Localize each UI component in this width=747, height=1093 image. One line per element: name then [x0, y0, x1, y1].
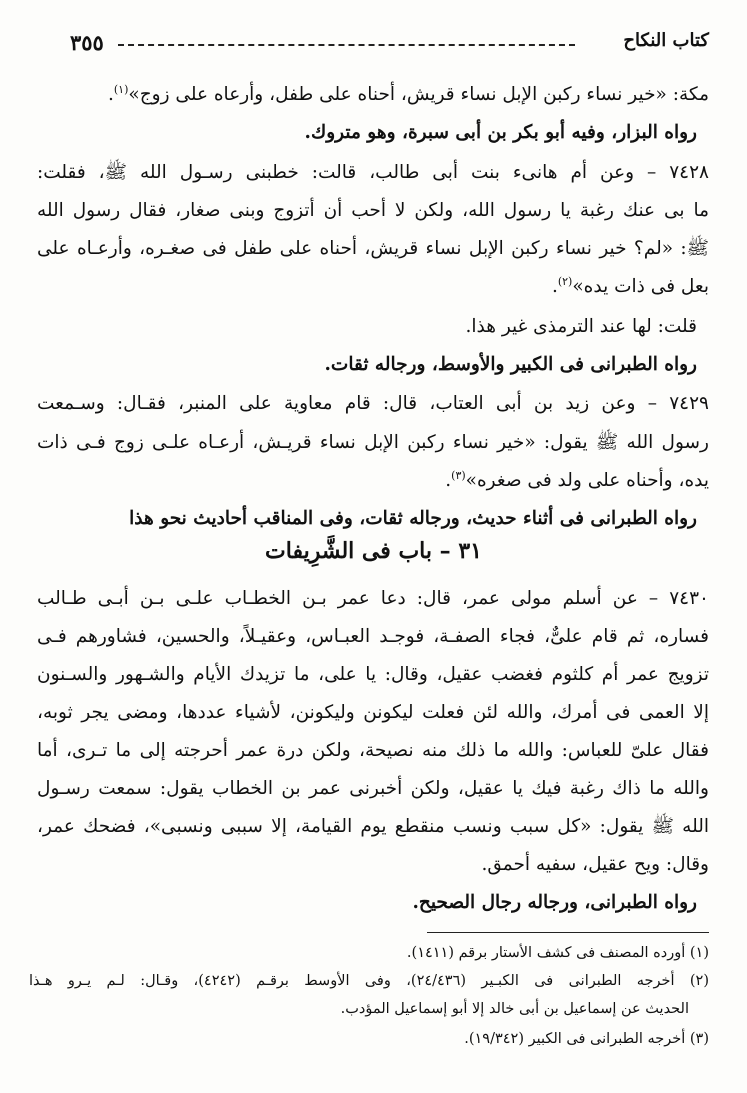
footnote-ref: (٣) — [451, 468, 466, 482]
text-line: فقال علىّ للعباس: والله ما ذلك منه نصيحة، ولكن درة عمر أحرجته إلى ما تـرى، أما — [37, 740, 709, 761]
note-line: قلت: لها عند الترمذى غير هذا. — [465, 316, 697, 337]
footnote-2: (٢) أخرجه الطبرانى فى الكبـير (٢٤/٤٣٦)، وفى الأوسط برقـم (٤٢٤٢)، وقـال: لـم يـرو هـذا — [29, 973, 709, 989]
text-line: ﷺ: «لم؟ خير نساء ركبن الإبل نساء قريش، أحناه على طفل فى صغـره، وأرعـاه على — [37, 238, 709, 259]
text-line: الله ﷺ يقول: «كل سبب ونسب منقطع يوم القيامة، إلا سببى ونسبى»، فضحك عمر، — [37, 816, 709, 837]
footnote-rule — [427, 932, 709, 933]
page-number: ٣٥٥ — [70, 30, 104, 55]
text-line: بعل فى ذات يده»$^{(٢)}$. — [551, 274, 709, 297]
footnote-ref: (١) — [113, 82, 129, 96]
source-line: رواه الطبرانى فى الكبير والأوسط، ورجاله ثقات. — [324, 354, 697, 375]
source-line: رواه الطبرانى، ورجاله رجال الصحيح. — [412, 892, 697, 913]
text-line: ما بى عنك رغبة يا رسول الله، ولكن لا أحب أن أتزوج وبنى صغار، فقال رسول الله — [37, 200, 709, 221]
hadith-7430-line: ٧٤٣٠ – عن أسلم مولى عمر، قال: دعا عمر بـن الخطـاب علـى بـن أبـى طـالب — [37, 588, 709, 609]
text-line: والله ما ذاك رغبة فيك يا عقيل، ولكن أخبرنى عمر بن الخطاب يقول: سمعت رسـول — [37, 778, 709, 799]
text-line: وقال: ويح عقيل، سفيه أحمق. — [481, 854, 709, 875]
header-rule — [118, 44, 575, 46]
text-line: مكة: «خير نساء ركبن الإبل نساء قريش، أحناه على طفل، وأرعاه على زوج»$^{(١)}$. — [107, 82, 709, 105]
text-line: تزويج عمر أم كلثوم فغضب عقيل، وقال: يا على، ما تزيدك الأيام والشـهور والسـنون — [37, 664, 709, 685]
text-line: يده، وأحناه على ولد فى صغره»$^{(٣)}$. — [445, 468, 709, 491]
footnote-2-cont: الحديث عن إسماعيل بن أبى خالد إلا أبو إسماعيل المؤدب. — [340, 1001, 689, 1017]
section-title: ٣١ – باب فى الشَّرِيفات — [265, 538, 482, 564]
text-line: فساره، ثم قام علىٌّ، فجاء الصفـة، فوجـد العبـاس، وعقيـلاً، والحسين، فشاورهم فـى — [37, 626, 709, 647]
running-title: كتاب النكاح — [623, 30, 709, 51]
footnote-3: (٣) أخرجه الطبرانى فى الكبير (١٩/٣٤٢). — [464, 1031, 709, 1047]
footnote-ref: (٢) — [557, 274, 573, 288]
text-line: إلا العمى فى أمرك، والله لئن فعلت ليكونن وليكونن، لأشياء عددها، ومضى يجر ثوبه، — [37, 702, 709, 723]
text-line: رسول الله ﷺ يقول: «خير نساء ركبن الإبل نساء قريـش، أرعـاه علـى زوج فـى ذات — [37, 432, 709, 453]
hadith-7429-line: ٧٤٢٩ – وعن زيد بن أبى العتاب، قال: قام معاوية على المنبر، فقـال: وسـمعت — [37, 393, 709, 414]
source-line: رواه البزار، وفيه أبو بكر بن أبى سبرة، وهو متروك. — [304, 122, 697, 143]
footnote-1: (١) أورده المصنف فى كشف الأستار برقم (١٤١١). — [406, 945, 709, 961]
hadith-7428-line: ٧٤٢٨ – وعن أم هانىء بنت أبى طالب، قالت: خطبنى رسـول الله ﷺ، فقلت: — [37, 162, 709, 183]
source-line: رواه الطبرانى فى أثناء حديث، ورجاله ثقات، وفى المناقب أحاديث نحو هذا — [129, 508, 697, 529]
